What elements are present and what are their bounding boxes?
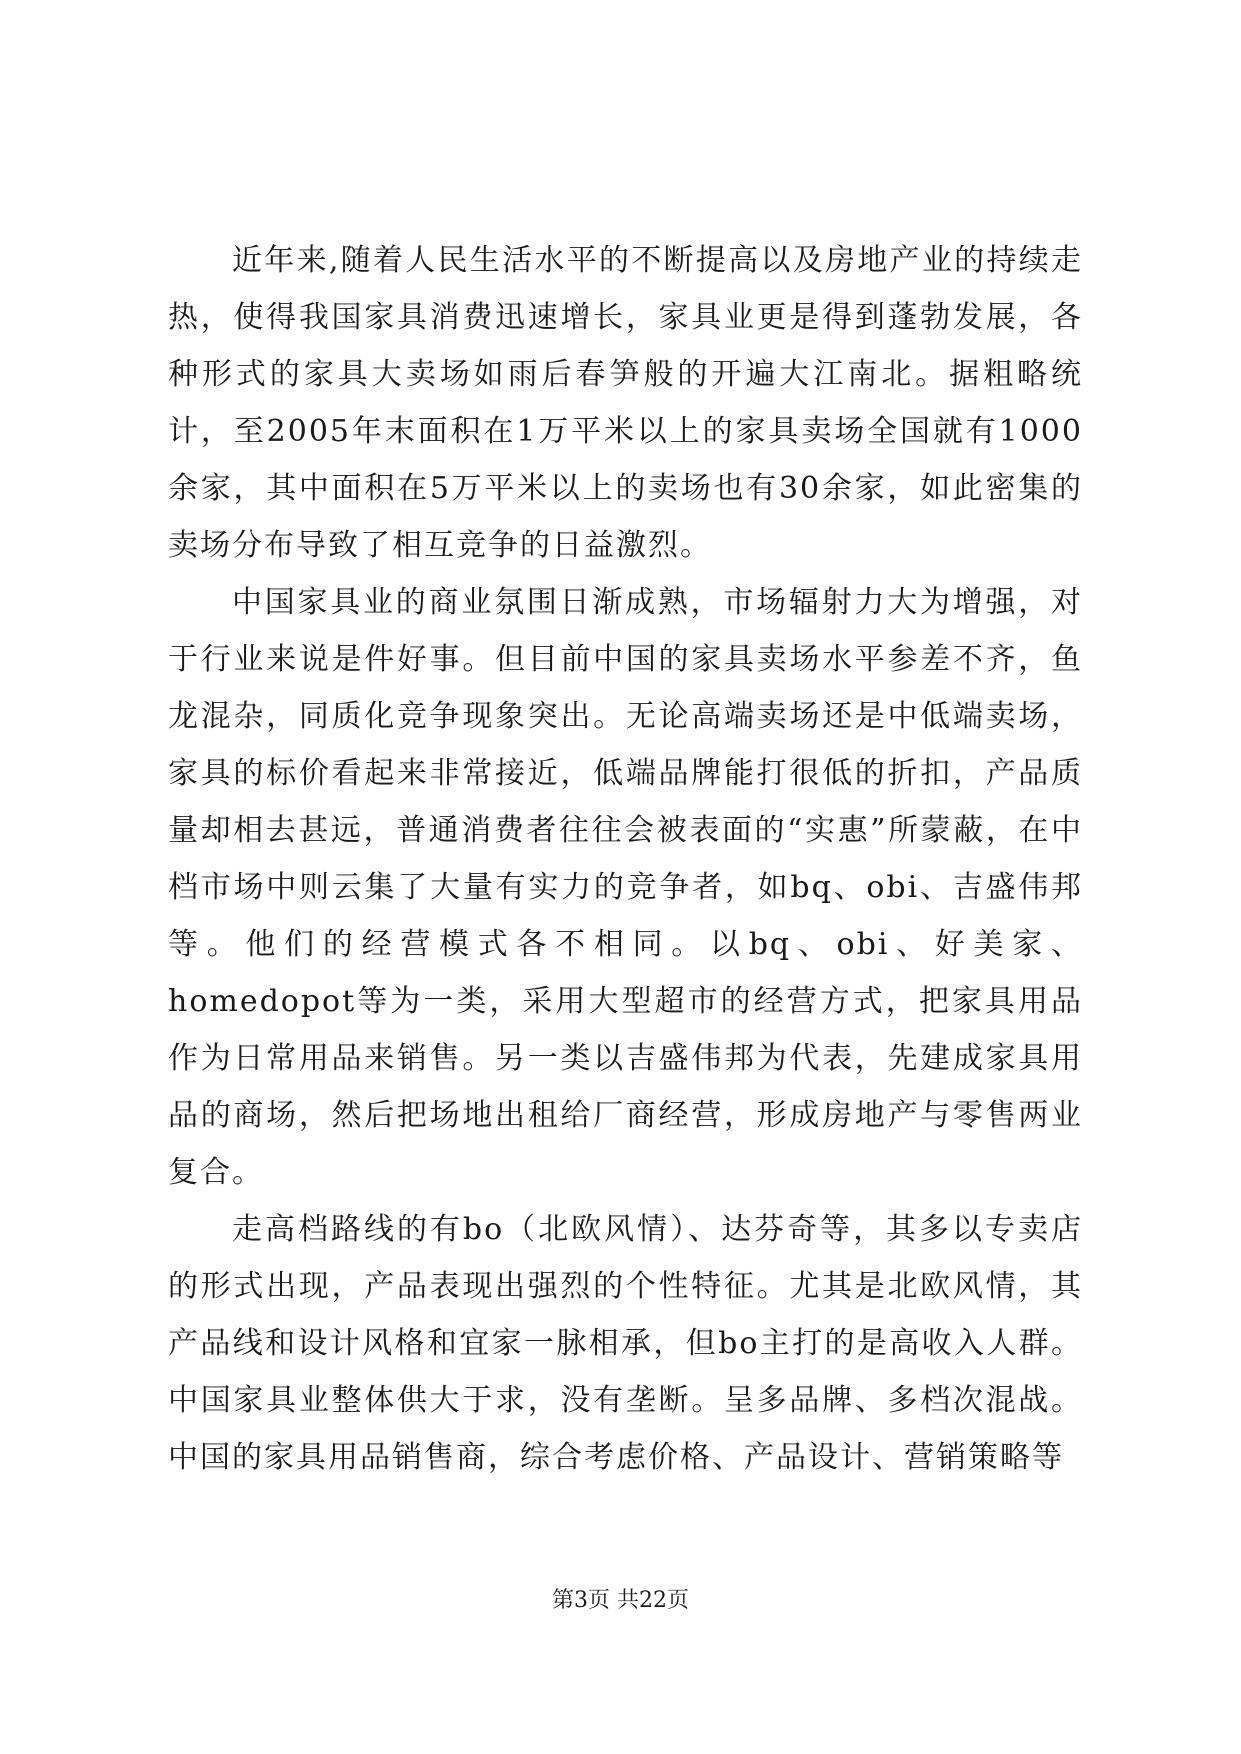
paragraph-2: 中国家具业的商业氛围日渐成熟，市场辐射力大为增强，对于行业来说是件好事。但目前中国的家具卖场水平参差不齐，鱼龙混杂，同质化竞争现象突出。无论高端卖场还是中低端卖场，家具的标价看起来非常接近，低端品牌能打很低的折扣，产品质量却相去甚远，普通消费者往往会被表面的“实惠”所蒙蔽，在中档市场中则云集了大量有实力的竞争者，如bq、obi、吉盛伟邦等。他们的经营模式各不相同。以bq、obi、好美家、homedopot等为一类，采用大型超市的经营方式，把家具用品作为日常用品来销售。另一类以吉盛伟邦为代表，先建成家具用品的商场，然后把场地出租给厂商经营，形成房地产与零售两业复合。 <box>168 585 1083 1190</box>
document-body <box>168 232 1083 1486</box>
paragraph-3: 走高档路线的有bo（北欧风情）、达芬奇等，其多以专卖店的形式出现，产品表现出强烈的个性特征。尤其是北欧风情，其产品线和设计风格和宜家一脉相承，但bo主打的是高收入人群。中国家具业整体供大于求，没有垄断。呈多品牌、多档次混战。中国的家具用品销售商，综合考虑价格、产品设计、营销策略等 <box>168 1212 1083 1475</box>
page-number-footer: 第3页 共22页 <box>552 1588 689 1613</box>
paragraph-1: 近年来,随着人民生活水平的不断提高以及房地产业的持续走热，使得我国家具消费迅速增长，家具业更是得到蓬勃发展，各种形式的家具大卖场如雨后春笋般的开遍大江南北。据粗略统计，至2005年末面积在1万平米以上的家具卖场全国就有1000余家，其中面积在5万平米以上的卖场也有30余家，如此密集的卖场分布导致了相互竞争的日益激烈。 <box>168 243 1083 563</box>
